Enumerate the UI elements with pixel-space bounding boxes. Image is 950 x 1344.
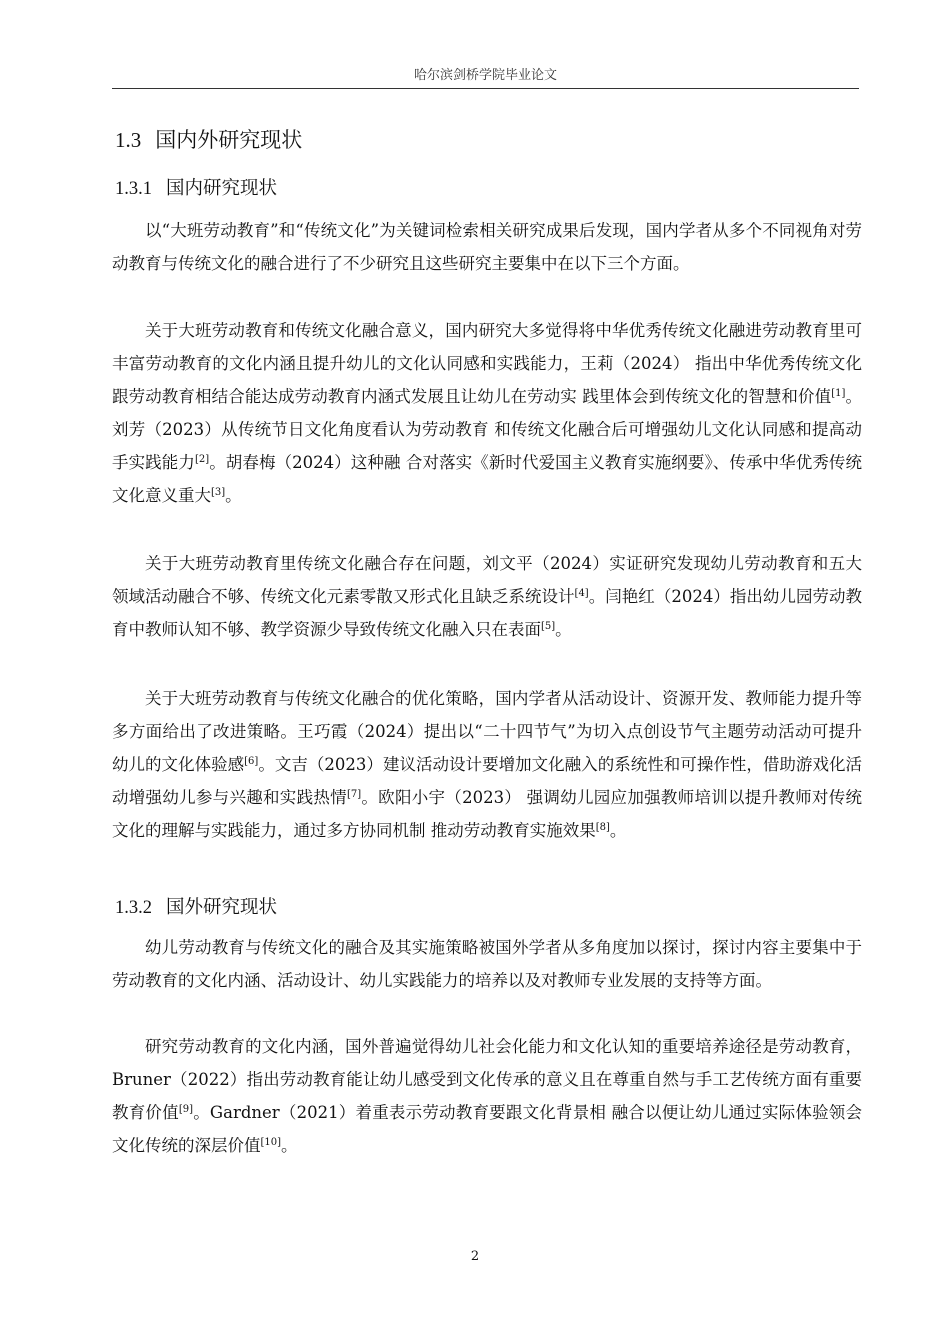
citation: [7] (346, 789, 362, 800)
citation: [8] (595, 822, 610, 833)
citation: [9] (178, 1104, 194, 1115)
header-rule (112, 88, 859, 89)
citation: [6] (244, 756, 259, 767)
citation: [2] (194, 454, 210, 465)
paragraph: 关于大班劳动教育与传统文化融合的优化策略，国内学者从活动设计、资源开发、教师能力提升等多方面给出了改进策略。王巧霞（2024）提出以“二十四节气”为切入点创设节气主题劳动活动可提升幼儿的文化体验感[6]。文吉（2023）建议活动设计要增加文化融入的系统性和可操作性，借助游戏化活动增强幼儿参与兴趣和实践热情[7]。欧阳小宇（2023） 强调幼儿园应加强教师培训以提升教师对传统文化的理解与实践能力，通过多方协同机制 推动劳动教育实施效果[8]。 (112, 689, 862, 840)
subsection-number: 1.3.2 (115, 898, 152, 918)
section-heading (115, 124, 302, 154)
citation: [3] (211, 487, 226, 498)
page-number: 2 (470, 1249, 480, 1264)
citation: [4] (574, 588, 589, 599)
section-title: 国内外研究现状 (155, 128, 303, 152)
subsection-title: 国外研究现状 (166, 897, 278, 918)
paragraph: 关于大班劳动教育里传统文化融合存在问题，刘文平（2024）实证研究发现幼儿劳动教育和五大领域活动融合不够、传统文化元素零散又形式化且缺乏系统设计[4]。闫艳红（2024）指出幼儿园劳动教育中教师认知不够、教学资源少导致传统文化融入只在表面[5]。 (112, 554, 862, 639)
citation: [5] (541, 621, 556, 632)
subsection-number: 1.3.1 (115, 179, 152, 199)
section-number: 1.3 (115, 128, 142, 152)
paragraph: 以“大班劳动教育”和“传统文化”为关键词检索相关研究成果后发现，国内学者从多个不同视角对劳动教育与传统文化的融合进行了不少研究且这些研究主要集中在以下三个方面。 (112, 221, 862, 273)
citation: [1] (831, 388, 846, 399)
subsection-title: 国内研究现状 (166, 178, 278, 199)
paragraph: 关于大班劳动教育和传统文化融合意义，国内研究大多觉得将中华优秀传统文化融进劳动教育里可丰富劳动教育的文化内涵且提升幼儿的文化认同感和实践能力，王莉（2024） 指出中华优秀传统文化跟劳动教育相结合能达成劳动教育内涵式发展且让幼儿在劳动实 践里体会到传统文化的智慧和价值[1]。刘芳（2023）从传统节日文化角度看认为劳动教育 和传统文化融合后可增强幼儿文化认同感和提高动手实践能力[2]。胡春梅（2024）这种融 合对落实《新时代爱国主义教育实施纲要》、传承中华优秀传统文化意义重大[3]。 (112, 321, 863, 505)
paragraph: 幼儿劳动教育与传统文化的融合及其实施策略被国外学者从多角度加以探讨，探讨内容主要集中于劳动教育的文化内涵、活动设计、幼儿实践能力的培养以及对教师专业发展的支持等方面。 (112, 938, 862, 990)
page-header: 哈尔滨剑桥学院毕业论文 (413, 68, 557, 83)
citation: [10] (260, 1137, 282, 1148)
paragraph: 研究劳动教育的文化内涵，国外普遍觉得幼儿社会化能力和文化认知的重要培养途径是劳动教育，Bruner（2022）指出劳动教育能让幼儿感受到文化传承的意义且在尊重自然与手工艺传统方面有重要教育价值[9]。Gardner（2021）着重表示劳动教育要跟文化背景相 融合以便让幼儿通过实际体验领会文化传统的深层价值[10]。 (112, 1037, 863, 1155)
subsection-heading-2 (115, 893, 277, 919)
subsection-heading-1 (115, 174, 277, 200)
